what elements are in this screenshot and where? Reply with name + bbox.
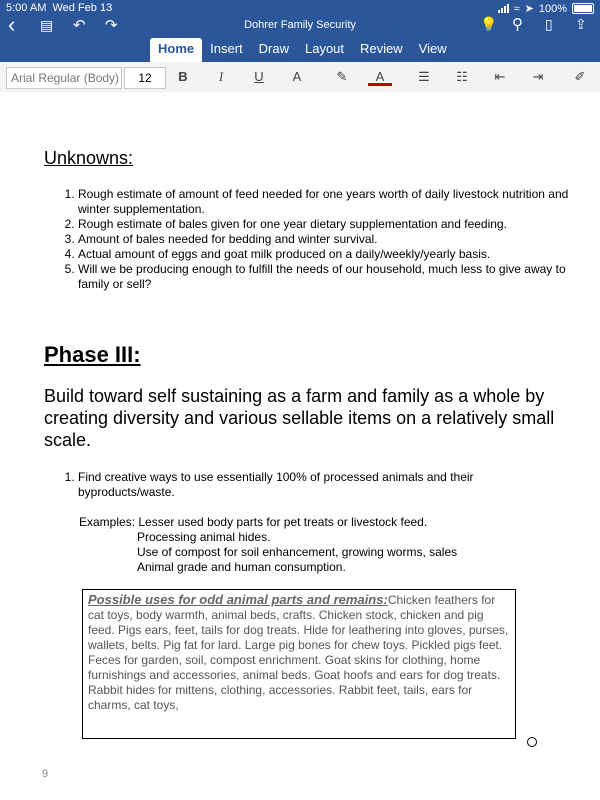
highlight-icon[interactable]: ✎ <box>336 69 348 84</box>
tab-review[interactable]: Review <box>360 41 403 56</box>
bullets-icon[interactable]: ☰ <box>418 69 430 84</box>
tab-view[interactable]: View <box>418 41 447 56</box>
tab-layout[interactable]: Layout <box>304 41 345 56</box>
signal-icon <box>498 4 509 13</box>
list-item: 5. Will we be producing enough to fulfill the needs of our household, much less to give away to family or sell? <box>78 262 578 292</box>
battery-percent: 100% <box>538 2 567 15</box>
examples-block <box>79 515 457 575</box>
decrease-indent-icon[interactable]: ⇤ <box>494 69 506 84</box>
tab-insert[interactable]: Insert <box>210 41 243 56</box>
phase-intro: Build toward self sustaining as a farm and family as a whole by creating diversity and various sellable items on a relatively small scale. <box>44 386 555 450</box>
uses-box-heading: Possible uses for odd animal parts and remains: <box>88 592 388 607</box>
examples-line: Processing animal hides. <box>137 530 271 544</box>
textbox-handle[interactable] <box>527 737 537 747</box>
battery-icon <box>572 3 594 14</box>
uses-text-box[interactable] <box>82 589 516 739</box>
font-name-field[interactable]: Arial Regular (Body) <box>6 67 122 89</box>
phase-list <box>42 470 518 500</box>
status-right <box>498 2 594 15</box>
location-icon: ➤ <box>524 3 534 15</box>
uses-box-text: Chicken feathers for cat toys, body warmth, animal beds, crafts. Chicken stock, chicken and pig feed. Pigs ears, feet, tails for dog treats. Hide for leathering into gloves, purses, wallets, belts. Pig fat for lard. Large pig bones for chew toys. Pickled pigs feet. Feces for garden, soil, compost enrichment. Goat skins for clothing, home furnishings and accessories, animal beds. Goat hoofs and ears for dog treats. Rabbit hides for mittens, clothing, accessories. Rabbit feet, tails, ears for charms, cat toys, <box>88 593 509 712</box>
ribbon-tabs <box>150 38 455 62</box>
back-icon[interactable]: ‹ <box>8 12 16 37</box>
increase-indent-icon[interactable]: ⇥ <box>532 69 544 84</box>
file-icon[interactable]: ▤ <box>40 17 54 33</box>
bold-button[interactable]: B <box>178 69 188 84</box>
list-item: 1. Rough estimate of amount of feed needed for one years worth of daily livestock nutrition and winter supplementation. <box>78 187 578 217</box>
numbering-icon[interactable]: ☷ <box>456 69 468 84</box>
font-color-button[interactable]: A <box>368 67 392 86</box>
status-bar <box>0 0 600 16</box>
redo-icon[interactable]: ↷ <box>105 17 118 34</box>
search-icon[interactable]: ⚲ <box>512 16 523 33</box>
unknowns-heading: Unknowns: <box>44 148 134 168</box>
undo-icon[interactable]: ↶ <box>73 17 86 34</box>
page-number: 9 <box>42 768 49 780</box>
font-effects-button[interactable]: A <box>292 69 302 84</box>
tab-draw[interactable]: Draw <box>258 41 289 56</box>
list-item: 3. Amount of bales needed for bedding and winter survival. <box>78 232 578 247</box>
lightbulb-icon[interactable]: 💡 <box>480 16 498 32</box>
phase-heading: Phase III: <box>44 342 141 367</box>
font-size-field[interactable]: 12 <box>124 67 166 89</box>
list-item: 4. Actual amount of eggs and goat milk produced on a daily/weekly/yearly basis. <box>78 247 578 262</box>
examples-line: Examples: Lesser used body parts for pet treats or livestock feed. <box>79 515 428 529</box>
tab-home[interactable]: Home <box>150 38 202 62</box>
list-item: 2. Rough estimate of bales given for one year dietary supplementation and feeding. <box>78 217 578 232</box>
list-item: 1. Find creative ways to use essentially 100% of processed animals and their byproducts/waste. <box>78 470 518 500</box>
examples-line: Use of compost for soil enhancement, growing worms, sales <box>137 545 458 559</box>
app-header <box>0 0 600 62</box>
document-title: Dohrer Family Security <box>244 19 356 31</box>
unknowns-list <box>42 187 578 292</box>
wifi-icon: ≈ <box>513 2 520 15</box>
status-time: 5:00 AM Wed Feb 13 <box>6 2 113 14</box>
italic-button[interactable]: I <box>218 69 224 84</box>
share-icon[interactable]: ⇪ <box>575 16 587 32</box>
underline-button[interactable]: U <box>254 69 264 84</box>
examples-line: Animal grade and human consumption. <box>137 560 346 574</box>
styles-icon[interactable]: ✐ <box>574 69 586 84</box>
document-view-icon[interactable]: ▯ <box>545 16 553 32</box>
format-toolbar <box>0 62 600 93</box>
